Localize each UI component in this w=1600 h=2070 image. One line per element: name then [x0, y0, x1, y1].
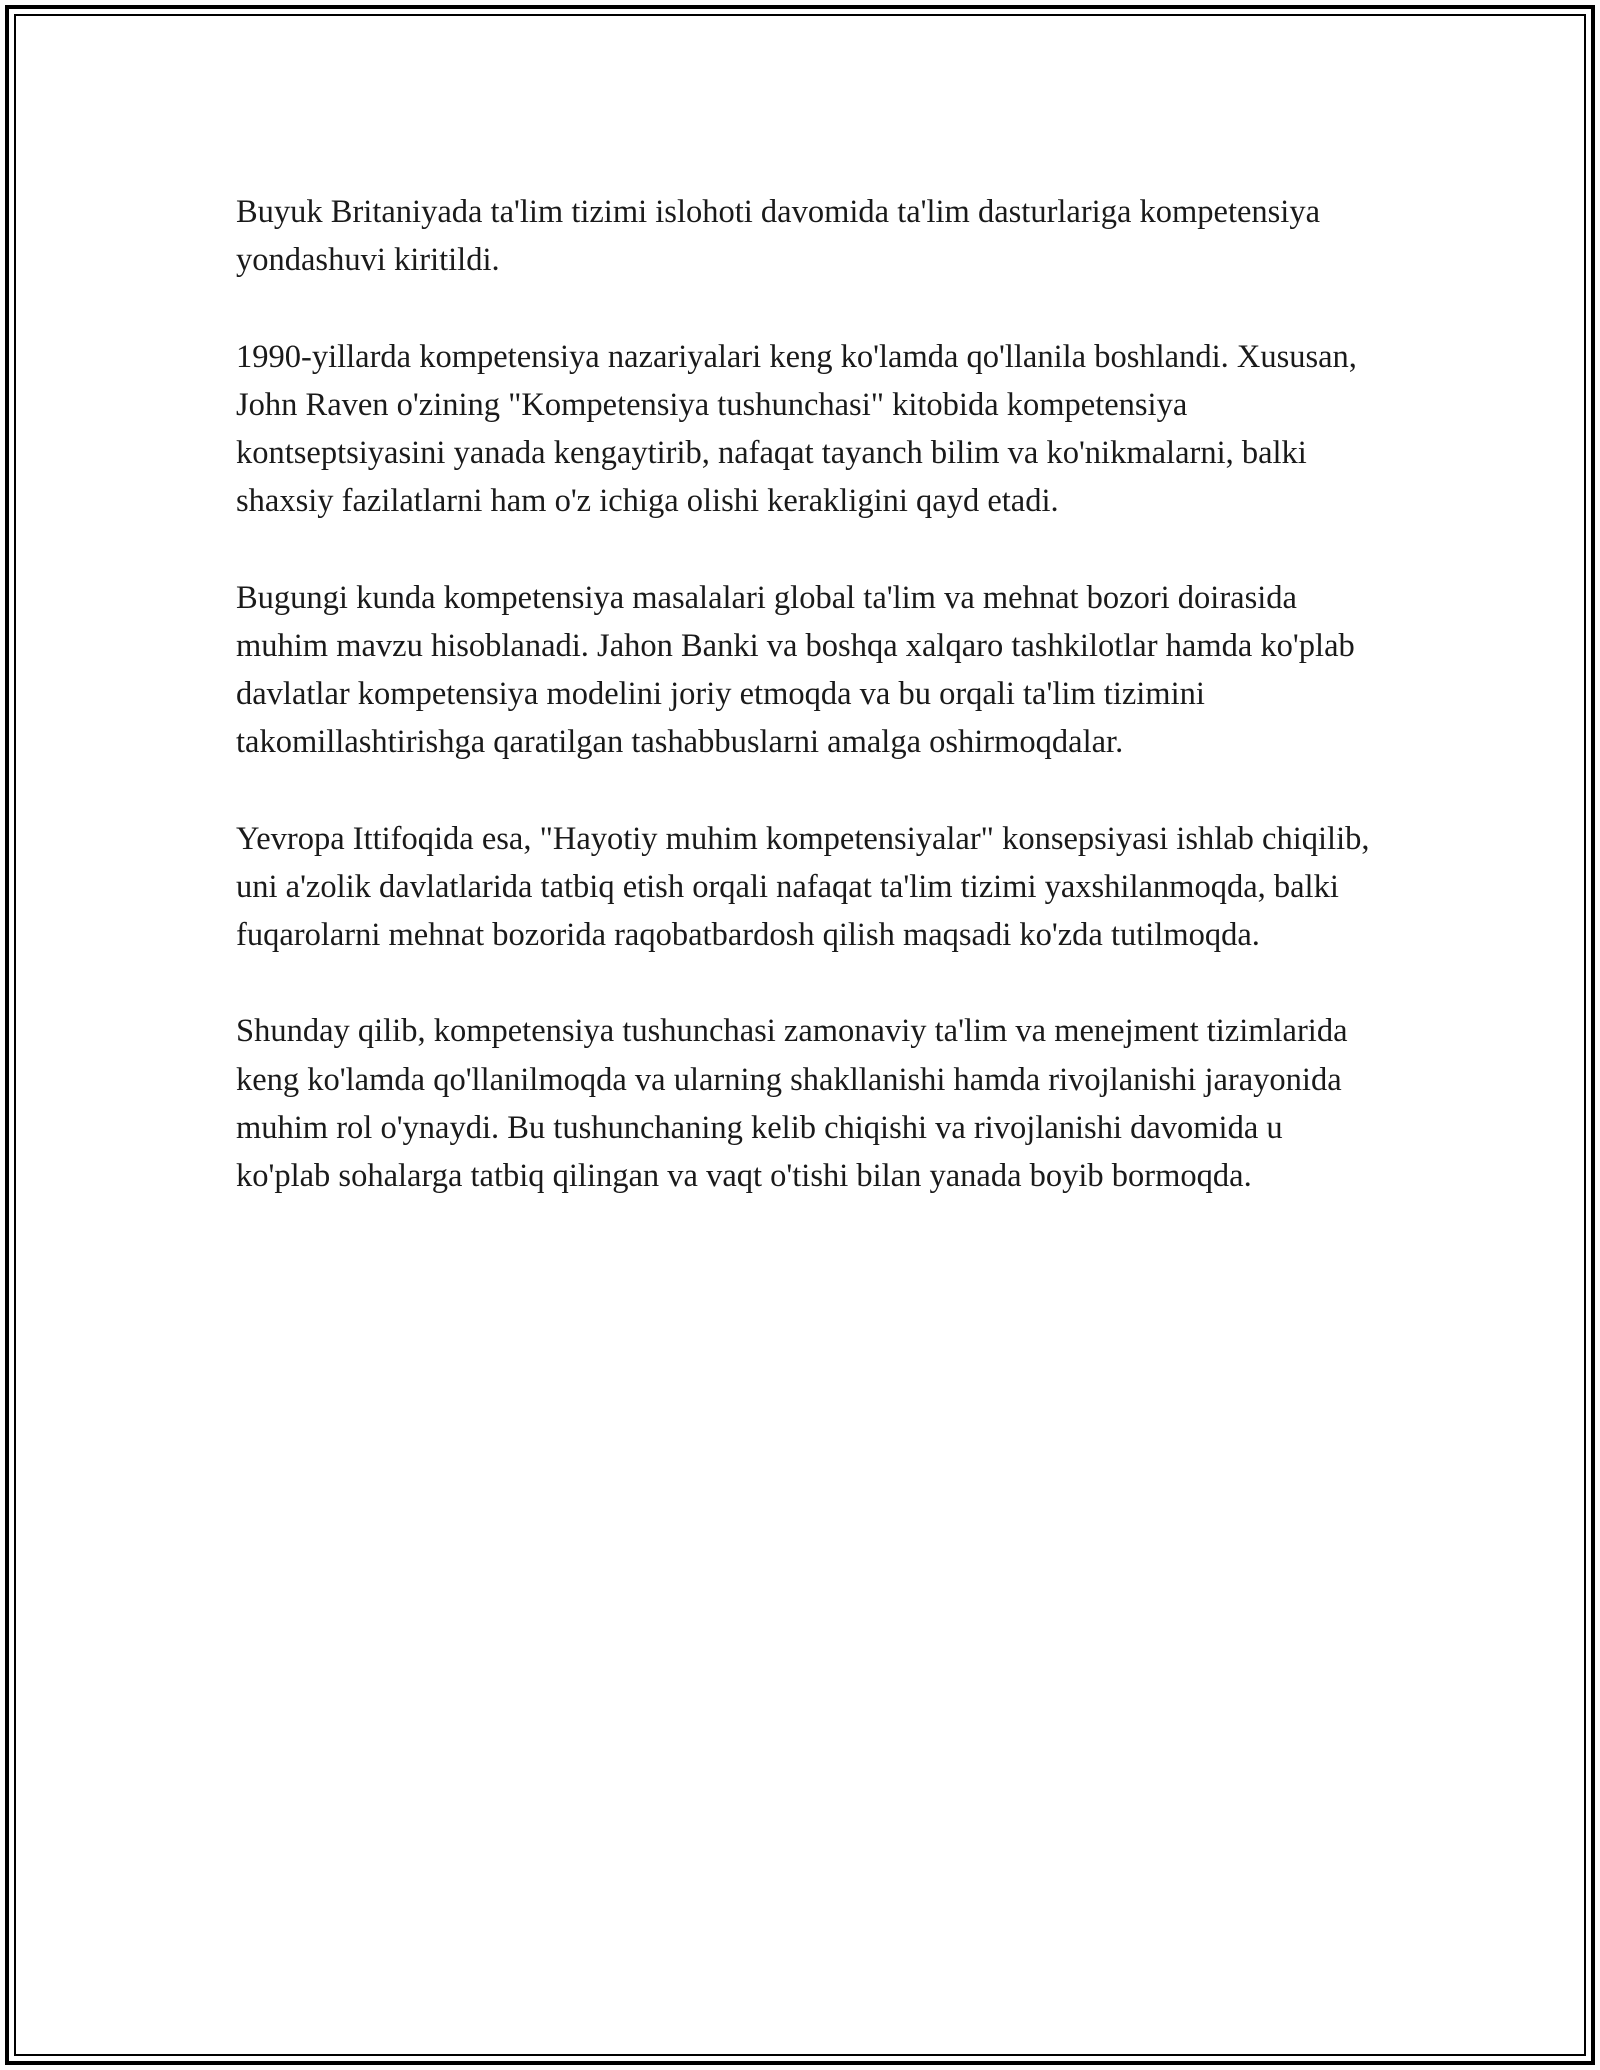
paragraph-5: Shunday qilib, kompetensiya tushunchasi zamonaviy ta'lim va menejment tizimlarida keng ko'lamda qo'llanilmoqda va ularning shakllanishi hamda rivojlanishi jarayonida muhim rol o'ynaydi. Bu tushunchaning kelib chiqishi va rivojlanishi davomida u ko'plab sohalarga tatbiq qilingan va vaqt o'tishi bilan yanada boyib bormoqda.	[236, 1013, 1348, 1194]
paragraph-2: 1990-yillarda kompetensiya nazariyalari keng ko'lamda qo'llanila boshlandi. Xususan, John Raven o'zining "Kompetensiya tushunchasi" kitobida kompetensiya kontseptsiyasini yanada kengaytirib, nafaqat tayanch bilim va ko'nikmalarni, balki shaxsiy fazilatlarni ham o'z ichiga olishi kerakligini qayd etadi.	[236, 338, 1357, 520]
paragraph-1: Buyuk Britaniyada ta'lim tizimi islohoti davomida ta'lim dasturlariga kompetensiya yondashuvi kiritildi.	[236, 194, 1321, 279]
document-body	[236, 188, 1376, 1248]
paragraph-4: Yevropa Ittifoqida esa, "Hayotiy muhim kompetensiyalar" konsepsiyasi ishlab chiqilib, uni a'zolik davlatlarida tatbiq etish orqali nafaqat ta'lim tizimi yaxshilanmoqda, balki fuqarolarni mehnat bozorida raqobatbardosh qilish maqsadi ko'zda tutilmoqda.	[236, 820, 1370, 953]
paragraph-3: Bugungi kunda kompetensiya masalalari global ta'lim va mehnat bozori doirasida muhim mavzu hisoblanadi. Jahon Banki va boshqa xalqaro tashkilotlar hamda ko'plab davlatlar kompetensiya modelini joriy etmoqda va bu orqali ta'lim tizimini takomillashtirishga qaratilgan tashabbuslarni amalga oshirmoqdalar.	[236, 579, 1355, 761]
